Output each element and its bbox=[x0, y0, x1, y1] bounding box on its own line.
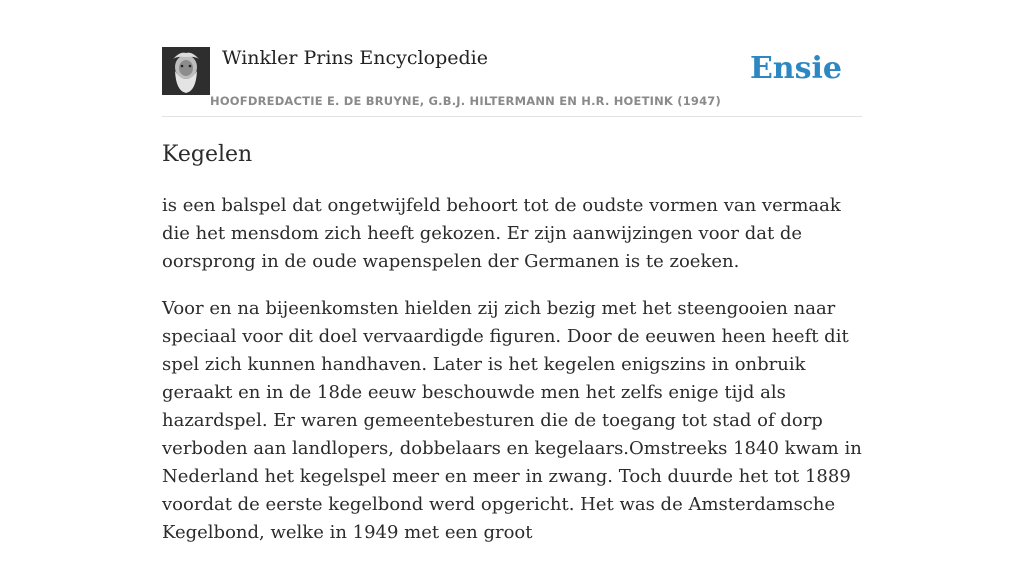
article-title: Kegelen bbox=[162, 142, 253, 167]
source-header bbox=[162, 46, 862, 117]
article-paragraph: is een balspel dat ongetwijfeld behoort tot de oudste vormen van vermaak die het mensdom zich heeft gekozen. Er zijn aanwijzingen voor dat de oorsprong in de oude wapenspelen der Germanen is te zoeken. bbox=[162, 195, 841, 272]
author-portrait-icon bbox=[162, 47, 210, 95]
source-title[interactable]: Winkler Prins Encyclopedie bbox=[222, 47, 488, 69]
brand-logo[interactable]: Ensie bbox=[749, 51, 842, 86]
source-editors: HOOFDREDACTIE E. DE BRUYNE, G.B.J. HILTERMANN EN H.R. HOETINK (1947) bbox=[210, 94, 721, 108]
article-paragraph: Voor en na bijeenkomsten hielden zij zich bezig met het steengooien naar speciaal voor dit doel vervaardigde figuren. Door de eeuwen heen heeft dit spel zich kunnen handhaven. Later is het kegelen enigszins in onbruik geraakt en in de 18de eeuw beschouwde men het zelfs enige tijd als hazardspel. Er waren gemeentebesturen die de toegang tot stad of dorp verboden aan landlopers, dobbelaars en kegelaars.Omstreeks 1840 kwam in Nederland het kegelspel meer en meer in zwang. Toch duurde het tot 1889 voordat de eerste kegelbond werd opgericht. Het was de Amsterdamsche Kegelbond, welke in 1949 met een groot bbox=[162, 298, 862, 543]
article-body bbox=[162, 192, 862, 566]
